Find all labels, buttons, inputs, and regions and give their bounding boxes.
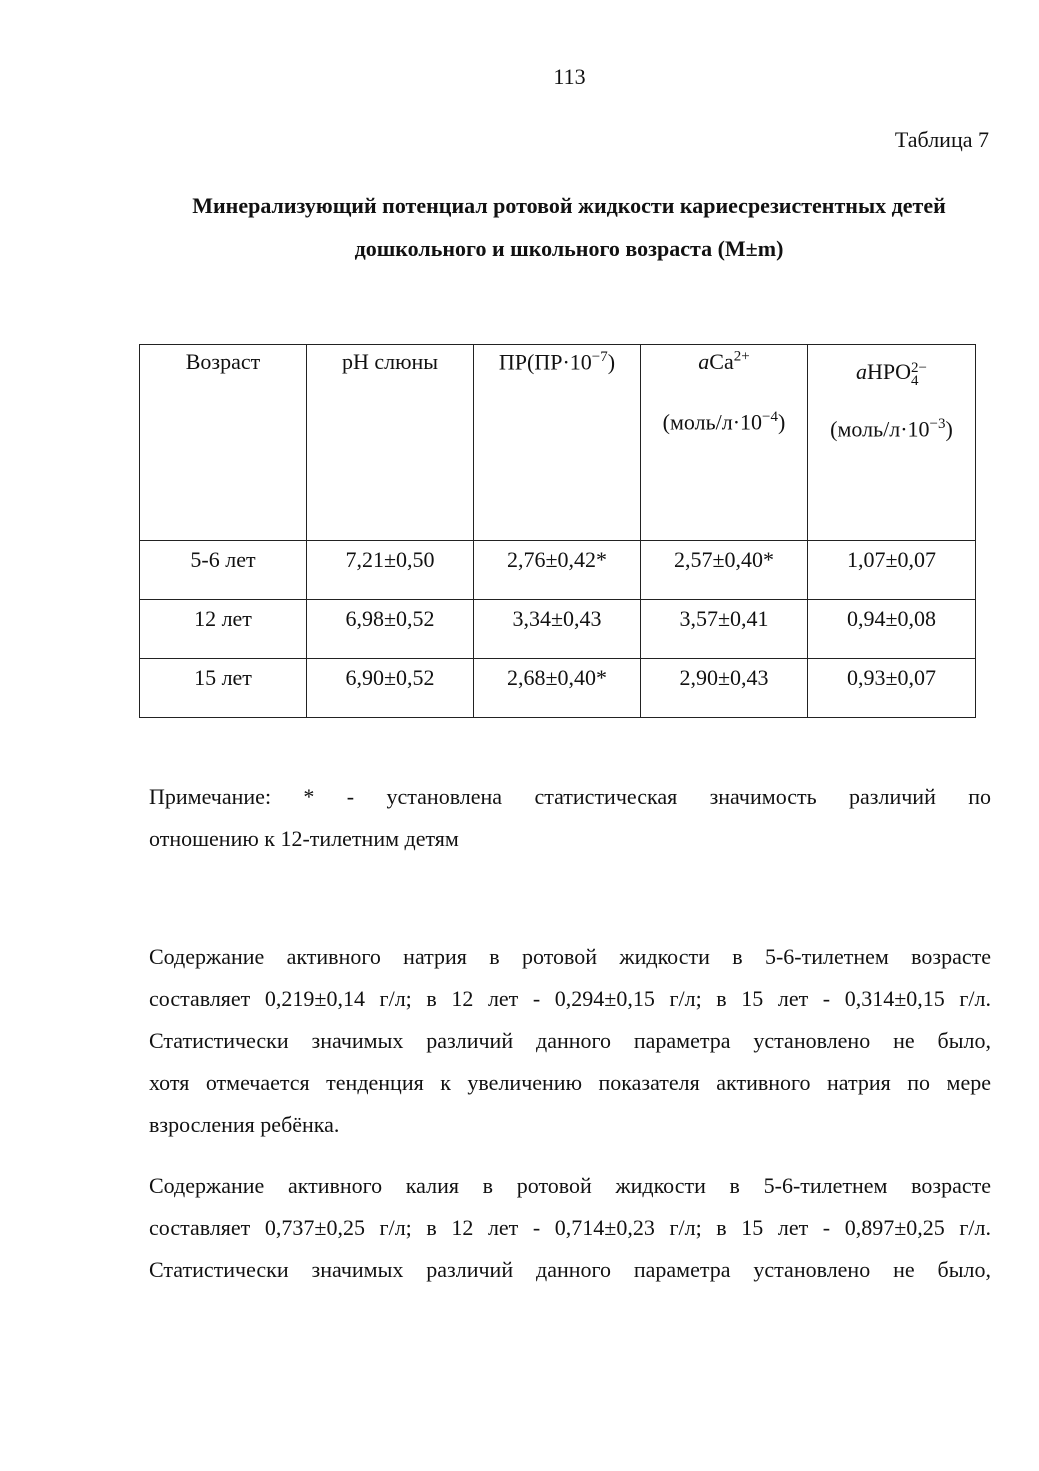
table-title — [148, 184, 990, 270]
table-row — [140, 541, 976, 600]
cell-aca: 3,57±0,41 — [641, 600, 808, 659]
table-label: Таблица 7 — [894, 127, 989, 152]
paragraph-potassium — [149, 1165, 991, 1291]
page-number: 113 — [553, 64, 586, 89]
header-aca — [641, 345, 808, 541]
cell-aca: 2,57±0,40* — [641, 541, 808, 600]
cell-pr: 2,76±0,42* — [474, 541, 641, 600]
header-aca-formula — [698, 349, 749, 374]
paragraph-line: Статистически значимых различий данного параметра установлено не было, — [149, 1028, 991, 1053]
cell-pr: 3,34±0,43 — [474, 600, 641, 659]
header-ph — [307, 345, 474, 541]
cell-pr: 2,68±0,40* — [474, 659, 641, 718]
paragraph-line: Содержание активного калия в ротовой жидкости в 5-6-тилетнем возрасте — [149, 1173, 991, 1198]
cell-age: 15 лет — [140, 659, 307, 718]
cell-ahpo: 0,94±0,08 — [808, 600, 976, 659]
header-ahpo-subscript: 4 — [911, 373, 919, 389]
cell-age: 12 лет — [140, 600, 307, 659]
header-ph-label: pH слюны — [341, 349, 439, 374]
paragraph-line: Содержание активного натрия в ротовой жидкости в 5-6-тилетнем возрасте — [149, 944, 991, 969]
paragraph-line: взросления ребёнка. — [149, 1112, 340, 1137]
header-pr-exponent: −7 — [591, 349, 608, 365]
table-title-line-2: дошкольного и школьного возраста (M±m) — [354, 236, 784, 261]
table-note-line-1: Примечание: * - установлена статистическая значимость различий по — [149, 784, 991, 809]
cell-aca: 2,90±0,43 — [641, 659, 808, 718]
header-aca-unit-exponent: −4 — [762, 409, 779, 426]
header-ahpo — [808, 345, 976, 541]
paragraph-line: хотя отмечается тенденция к увеличению показателя активного натрия по мере — [149, 1070, 991, 1095]
header-aca-ion: Ca — [709, 349, 734, 375]
paragraph-line: составляет 0,737±0,25 г/л; в 12 лет - 0,714±0,23 г/л; в 15 лет - 0,897±0,25 г/л. — [149, 1215, 991, 1240]
paragraph-line: составляет 0,219±0,14 г/л; в 12 лет - 0,294±0,15 г/л; в 15 лет - 0,314±0,15 г/л. — [149, 986, 991, 1011]
table-row — [140, 659, 976, 718]
header-pr-suffix: ) — [607, 349, 616, 375]
header-aca-unit-prefix: (моль/л·10 — [662, 409, 763, 435]
paragraph-line: Статистически значимых различий данного параметра установлено не было, — [149, 1257, 991, 1282]
header-ahpo-charge: 2− — [911, 360, 927, 376]
cell-ahpo: 1,07±0,07 — [808, 541, 976, 600]
paragraph-sodium — [149, 936, 991, 1146]
header-age-label: Возраст — [185, 349, 261, 374]
header-aca-charge: 2+ — [733, 349, 750, 365]
header-ahpo-formula — [808, 359, 975, 388]
table-row — [140, 600, 976, 659]
header-age — [140, 345, 307, 541]
header-aca-unit — [641, 409, 807, 435]
header-ahpo-unit-exponent: −3 — [929, 416, 946, 432]
header-ahpo-activity-symbol: a — [856, 359, 867, 384]
header-pr — [474, 345, 641, 541]
header-ahpo-indices — [911, 362, 927, 388]
cell-ph: 6,90±0,52 — [307, 659, 474, 718]
header-ahpo-unit-suffix: ) — [945, 416, 953, 442]
cell-ph: 7,21±0,50 — [307, 541, 474, 600]
table-note — [149, 776, 991, 860]
header-pr-prefix: ПР(ПР·10 — [498, 349, 592, 375]
header-aca-unit-suffix: ) — [778, 409, 786, 435]
cell-ahpo: 0,93±0,07 — [808, 659, 976, 718]
table-note-line-2: отношению к 12-тилетним детям — [149, 826, 459, 851]
header-aca-activity-symbol: a — [698, 349, 710, 375]
header-ahpo-ion: HPO — [867, 359, 912, 384]
header-ahpo-unit — [808, 416, 975, 442]
cell-age: 5-6 лет — [140, 541, 307, 600]
table-header-row — [140, 345, 976, 541]
data-table — [139, 344, 976, 718]
header-ahpo-unit-prefix: (моль/л·10 — [830, 416, 930, 442]
table-title-line-1: Минерализующий потенциал ротовой жидкости кариесрезистентных детей — [192, 193, 946, 218]
cell-ph: 6,98±0,52 — [307, 600, 474, 659]
